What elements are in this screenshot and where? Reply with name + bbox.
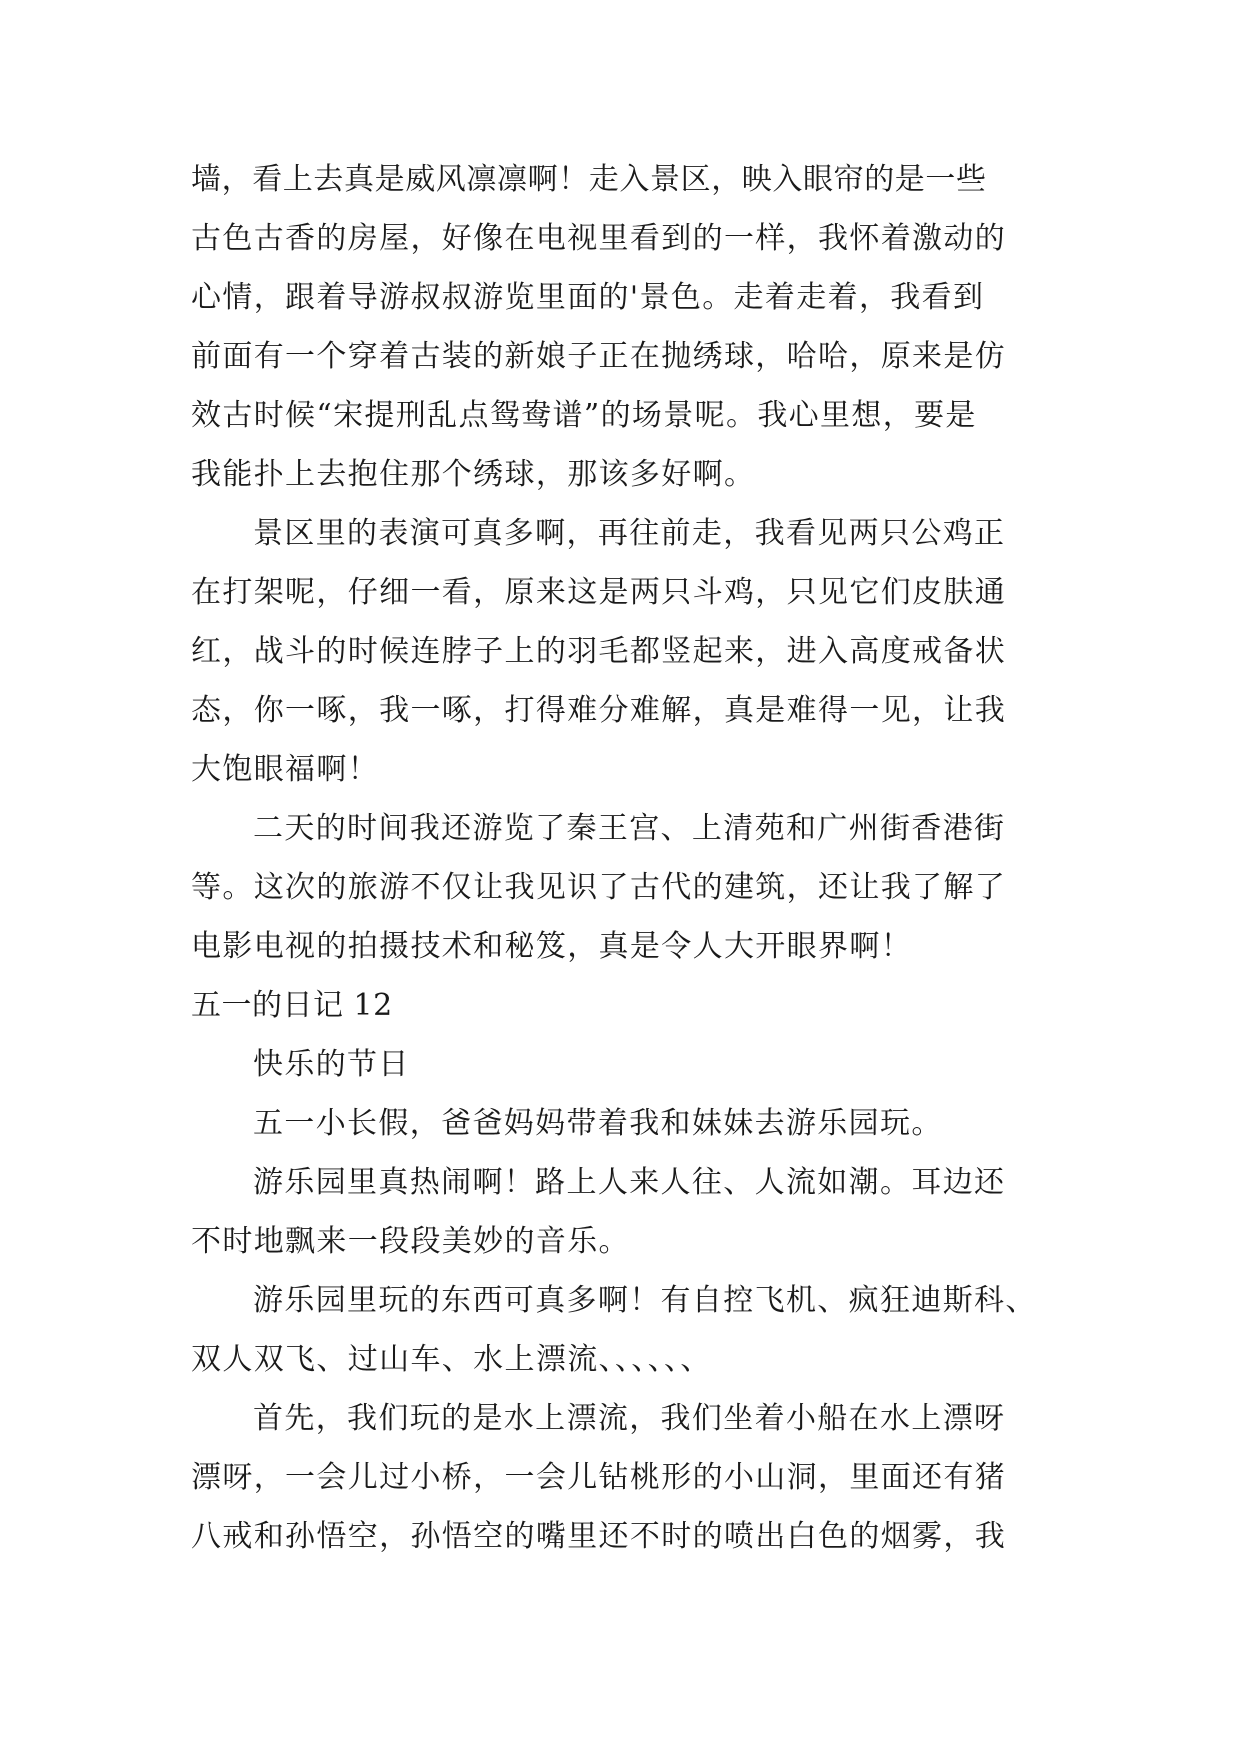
text-line: 红，战斗的时候连脖子上的羽毛都竖起来，进入高度戒备状 [191, 634, 1007, 669]
text-line: 电影电视的拍摄技术和秘笈，真是令人大开眼界啊！ [191, 929, 913, 964]
text-line: 心情，跟着导游叔叔游览里面的'景色。走着走着，我看到 [191, 280, 985, 315]
text-line: 大饱眼福啊！ [191, 752, 380, 787]
document-body [191, 150, 1051, 1566]
text-line: 漂呀，一会儿过小桥，一会儿钻桃形的小山洞，里面还有猪 [191, 1460, 1007, 1495]
paragraph [191, 1094, 1051, 1153]
paragraph [191, 799, 1051, 976]
text-line: 古色古香的房屋，好像在电视里看到的一样，我怀着激动的 [191, 221, 1007, 256]
paragraph [191, 1389, 1051, 1566]
text-line: 游乐园里真热闹啊！路上人来人往、人流如潮。耳边还 [253, 1165, 1006, 1200]
text-line: 在打架呢，仔细一看，原来这是两只斗鸡，只见它们皮肤通 [191, 575, 1007, 610]
paragraph [191, 504, 1051, 799]
text-line: 景区里的表演可真多啊，再往前走，我看见两只公鸡正 [253, 516, 1006, 551]
paragraph [191, 1271, 1051, 1389]
text-line: 墙，看上去真是威风凛凛啊！走入景区，映入眼帘的是一些 [191, 162, 987, 197]
text-line: 双人双飞、过山车、水上漂流、、、、、、 [191, 1342, 712, 1377]
section-title: 五一的日记 12 [191, 988, 393, 1023]
text-line: 我能扑上去抱住那个绣球，那该多好啊。 [191, 457, 756, 492]
text-line: 首先，我们玩的是水上漂流，我们坐着小船在水上漂呀 [253, 1401, 1006, 1436]
paragraph [191, 1153, 1051, 1271]
text-line: 八戒和孙悟空，孙悟空的嘴里还不时的喷出白色的烟雾，我 [191, 1519, 1007, 1554]
text-line: 不时地飘来一段段美妙的音乐。 [191, 1224, 630, 1259]
text-line: 五一小长假，爸爸妈妈带着我和妹妹去游乐园玩。 [253, 1106, 943, 1141]
subtitle: 快乐的节日 [253, 1047, 410, 1082]
text-line: 效古时候“宋提刑乱点鸳鸯谱”的场景呢。我心里想，要是 [191, 398, 977, 433]
text-line: 态，你一啄，我一啄，打得难分难解，真是难得一见，让我 [191, 693, 1007, 728]
text-line: 前面有一个穿着古装的新娘子正在抛绣球，哈哈，原来是仿 [191, 339, 1007, 374]
text-line: 二天的时间我还游览了秦王宫、上清苑和广州街香港街 [253, 811, 1006, 846]
paragraph [191, 150, 1051, 504]
text-line: 游乐园里玩的东西可真多啊！有自控飞机、疯狂迪斯科、 [253, 1283, 1037, 1318]
text-line: 等。这次的旅游不仅让我见识了古代的建筑，还让我了解了 [191, 870, 1007, 905]
